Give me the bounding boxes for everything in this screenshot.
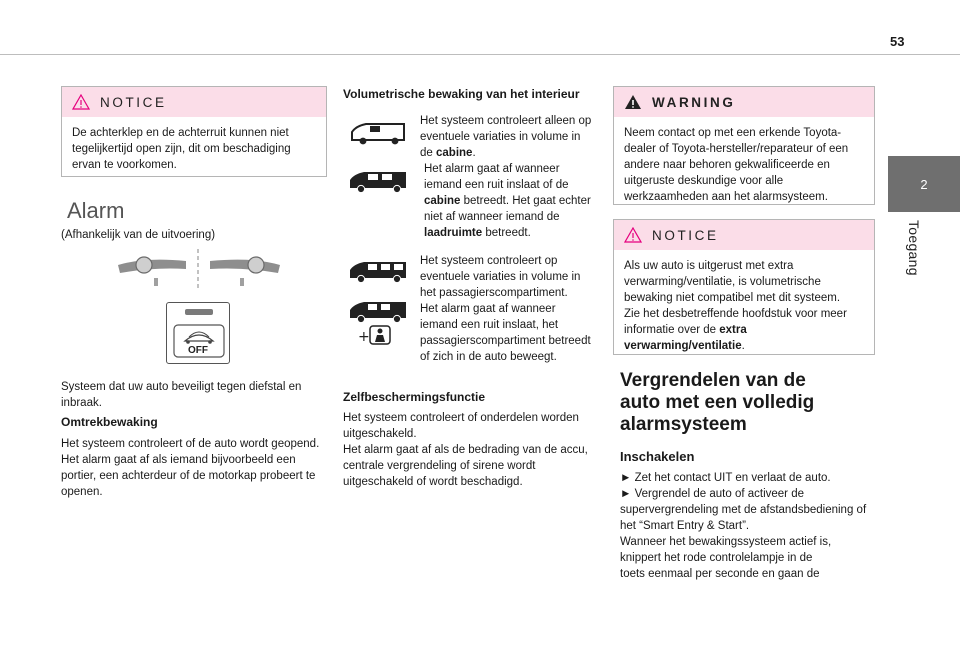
notice-header-1 — [62, 87, 326, 117]
v1b-bold1: cabine — [424, 195, 461, 207]
locking-steps — [620, 470, 878, 582]
n2-post: . — [741, 340, 745, 352]
alarm-intro: Systeem dat uw auto beveiligt tegen diefstal en inbraak. — [61, 381, 302, 409]
v1b-post: betreedt. — [482, 227, 531, 239]
page-number: 53 — [890, 34, 905, 49]
volumetric-heading: Volumetrische bewaking van het interieur — [343, 87, 580, 101]
dashboard-illustration — [114, 249, 284, 289]
notice-box-2 — [613, 219, 875, 355]
warning-text: Neem contact op met een erkende Toyota-dealer of Toyota-hersteller/reparateur of een andere naar behoren gekwalificeerde en uitgeruste deskundige voor alle werkzaamheden aan het alarmsysteem. — [624, 127, 849, 203]
n2-bold: extra verwarming/ventilatie — [624, 324, 747, 352]
volumetric-block-2-text: Het systeem controleert op eventuele variaties in volume in het passagierscompartiment. — [420, 255, 581, 299]
v1-pre: Het systeem controleert alleen op eventuele variaties in volume in de — [420, 115, 592, 159]
notice2-text-1: Als uw auto is uitgerust met extra verwarming/ventilatie, is volumetrische bewaking niet compatibel met dit systeem. — [624, 260, 841, 304]
notice-title-2: NOTICE — [652, 227, 719, 243]
volumetric-block-2 — [420, 253, 595, 365]
selfprotect-text — [343, 410, 595, 490]
locking-text: Wanneer het bewakingssysteem actief is, knippert het rode controlelampje in de toets eenmaal per seconde en gaan de — [620, 536, 832, 580]
notice2-text-2 — [624, 306, 864, 354]
perimeter-text — [61, 436, 327, 500]
warning-header — [614, 87, 874, 117]
notice-text-2 — [614, 250, 874, 362]
chapter-number: 2 — [920, 176, 928, 192]
notice-header-2 — [614, 220, 874, 250]
locking-step-2: ► Vergrendel de auto of activeer de supervergrendeling met de afstandsbediening of het “Smart Entry & Start”. — [620, 488, 867, 532]
v1-post: . — [472, 147, 476, 159]
perimeter-text-2: Het alarm gaat af als iemand bijvoorbeeld een portier, een achterdeur of de motorkap probeert te openen. — [61, 454, 316, 498]
v1b-pre: Het alarm gaat af wanneer iemand een ruit inslaat of de — [424, 163, 569, 191]
warning-icon — [624, 94, 642, 110]
chapter-title: Toegang — [906, 220, 922, 276]
locking-step-1: ► Zet het contact UIT en verlaat de auto. — [620, 472, 831, 484]
caution-icon — [624, 227, 642, 243]
top-rule — [0, 54, 960, 55]
alarm-heading: Alarm — [67, 198, 125, 223]
volumetric-block-1 — [420, 113, 595, 241]
svg-text:+: + — [358, 329, 370, 345]
v1-bold: cabine — [436, 147, 473, 159]
volumetric-block-1-text — [420, 113, 595, 161]
v1b-mid: betreedt. Het gaat echter niet af wanneer iemand de — [424, 195, 591, 223]
volumetric-block-1b-text — [420, 161, 595, 241]
notice-title-1: NOTICE — [100, 94, 167, 110]
chapter-title-wrap — [906, 220, 946, 310]
volumetric-block-2b-text: Het alarm gaat af wanneer iemand een ruit inslaat, het passagierscompartiment betreedt of zich in de auto beweegt. — [420, 303, 591, 363]
alarm-availability: (Afhankelijk van de uitvoering) — [61, 229, 216, 241]
caution-icon — [72, 94, 90, 110]
alarm-button-frame — [166, 302, 230, 364]
selfprotect-heading: Zelfbeschermingsfunctie — [343, 390, 486, 404]
warning-box — [613, 86, 875, 205]
button-off-label: OFF — [188, 345, 208, 356]
van-cabin-icon-1 — [350, 120, 406, 146]
notice-box-1 — [61, 86, 327, 177]
warning-title: WARNING — [652, 94, 736, 110]
v1b-bold2: laadruimte — [424, 227, 483, 239]
selfprotect-text-2: Het alarm gaat af als de bedrading van de accu, centrale vergrendeling of sirene wordt uitgeschakeld of wordt beschadigd. — [343, 444, 588, 488]
perimeter-heading: Omtrekbewaking — [61, 415, 158, 429]
selfprotect-text-1: Het systeem controleert of onderdelen worden uitgeschakeld. — [343, 412, 579, 440]
locking-heading: Vergrendelen van de auto met een volledig alarmsysteem — [620, 370, 815, 435]
perimeter-text-1: Het systeem controleert of de auto wordt geopend. — [61, 438, 320, 450]
van-passenger-icon-2 — [348, 298, 408, 346]
activate-heading: Inschakelen — [620, 449, 695, 464]
notice-text-1: De achterklep en de achterruit kunnen niet tegelijkertijd open zijn, dit om beschadiging ervan te voorkomen. — [72, 127, 291, 171]
van-cabin-icon-2 — [348, 168, 408, 194]
chapter-tab[interactable] — [888, 156, 960, 212]
n2-pre: Zie het desbetreffende hoofdstuk voor meer informatie over de — [624, 308, 847, 336]
van-passenger-icon-1 — [348, 258, 408, 284]
